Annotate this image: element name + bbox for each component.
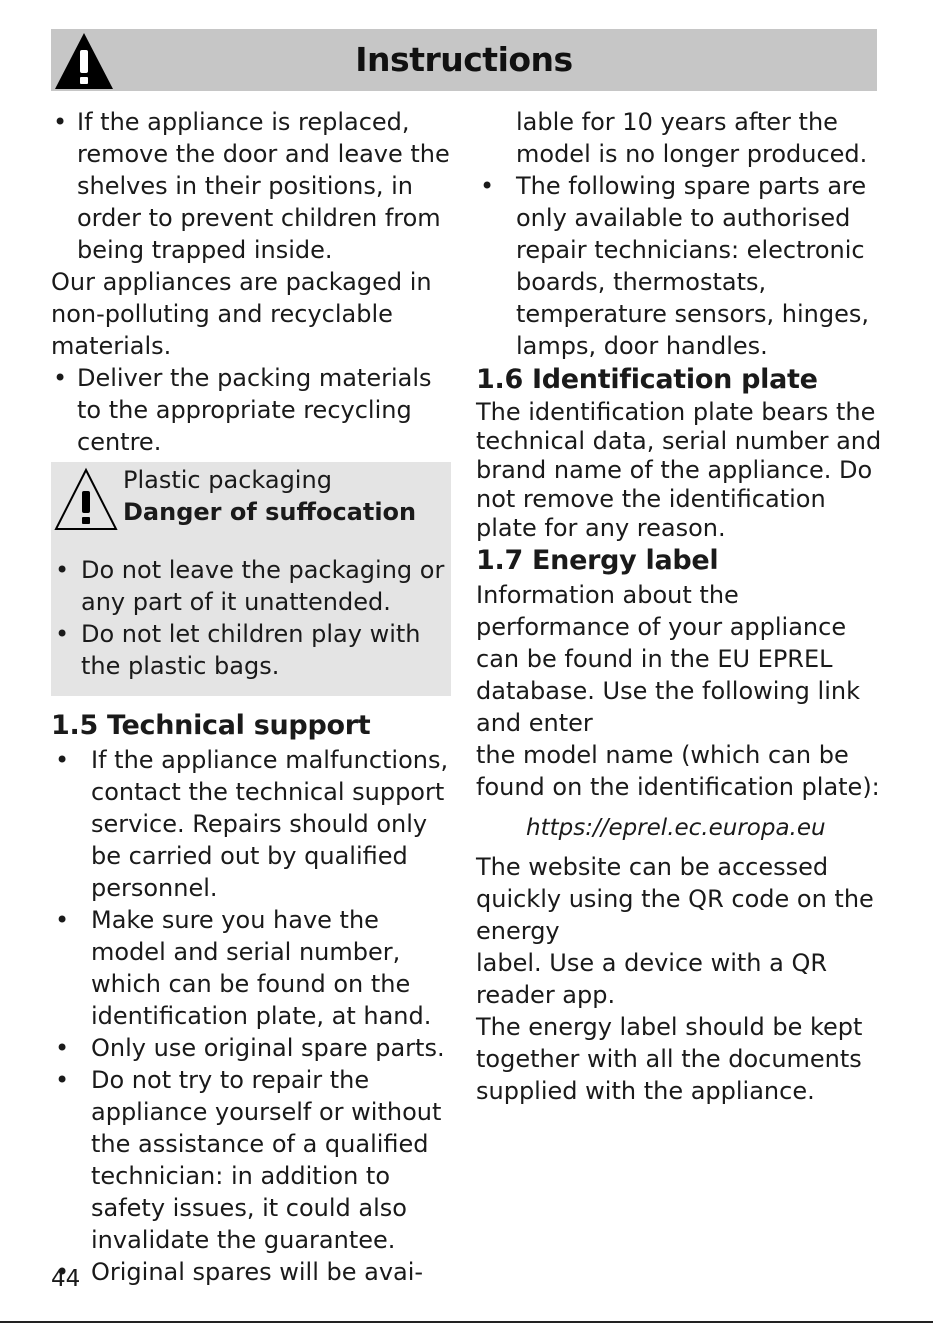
- list-item: • Make sure you have the model and serial number, which can be found on the identification plate, at hand.: [51, 904, 451, 1032]
- danger-label: Danger of suffocation: [123, 498, 417, 526]
- identification-plate-text: The identification plate bears the technical data, serial number and brand name of the appliance. Do not remove the identification plate for any reason.: [476, 398, 882, 542]
- eprel-link[interactable]: https://eprel.ec.europa.eu: [526, 815, 826, 841]
- section-number: 1.7: [476, 545, 523, 576]
- bullet-spare-parts: • The following spare parts are only available to authorised repair technicians: electronic boards, thermostats, temperature sensors, hinges, lamps, door handles.: [476, 170, 886, 362]
- energy-label-text: The website can be accessed quickly using the QR code on the energy: [476, 853, 874, 945]
- page-title: Instructions: [355, 40, 573, 79]
- energy-label-text: the model name (which can be found on the identification plate):: [476, 741, 880, 801]
- plastic-packaging-warning: [51, 462, 451, 696]
- warning-item: • Do not leave the packaging or any part of it unattended.: [51, 554, 451, 618]
- packaging-paragraph: Our appliances are packaged in non-polluting and recyclable materials.: [51, 268, 432, 360]
- section-heading-identification-plate: [476, 362, 886, 398]
- left-column: [51, 106, 451, 1288]
- list-item: • Original spares will be avai-: [51, 1256, 451, 1288]
- energy-label-text: The energy label should be kept together with all the documents supplied with the appliance.: [476, 1013, 863, 1105]
- energy-label-text: Information about the performance of your appliance can be found in the EU EPREL database. Use the following link and enter: [476, 581, 860, 737]
- section-number: 1.6: [476, 364, 523, 395]
- list-item: • Only use original spare parts.: [51, 1032, 451, 1064]
- energy-label-text: label. Use a device with a QR reader app.: [476, 949, 828, 1009]
- section-heading-technical-support: [51, 708, 451, 744]
- caution-triangle-icon: [53, 466, 119, 540]
- section-heading-energy-label: [476, 543, 886, 579]
- section-title: Technical support: [107, 710, 371, 741]
- warning-item: • Do not let children play with the plastic bags.: [51, 618, 451, 682]
- bullet-appliance-replaced: • If the appliance is replaced, remove the door and leave the shelves in their positions, in order to prevent children from being trapped inside.: [51, 106, 451, 266]
- section-title: Identification plate: [532, 364, 818, 395]
- page-header: [51, 29, 877, 91]
- list-item: • If the appliance malfunctions, contact the technical support service. Repairs should only be carried out by qualified personnel.: [51, 744, 451, 904]
- section-title: Energy label: [532, 545, 719, 576]
- bottom-rule: [0, 1321, 933, 1323]
- warning-title: Plastic packaging: [123, 466, 332, 494]
- list-item: • Do not try to repair the appliance yourself or without the assistance of a qualified technician: in addition to safety issues, it could also invalidate the guarantee.: [51, 1064, 451, 1256]
- page-number: 44: [51, 1266, 81, 1292]
- spares-continuation: lable for 10 years after the model is no longer produced.: [516, 108, 868, 168]
- bullet-deliver-packing: • Deliver the packing materials to the appropriate recycling centre.: [51, 362, 451, 458]
- right-column: [476, 106, 886, 1107]
- section-number: 1.5: [51, 710, 98, 741]
